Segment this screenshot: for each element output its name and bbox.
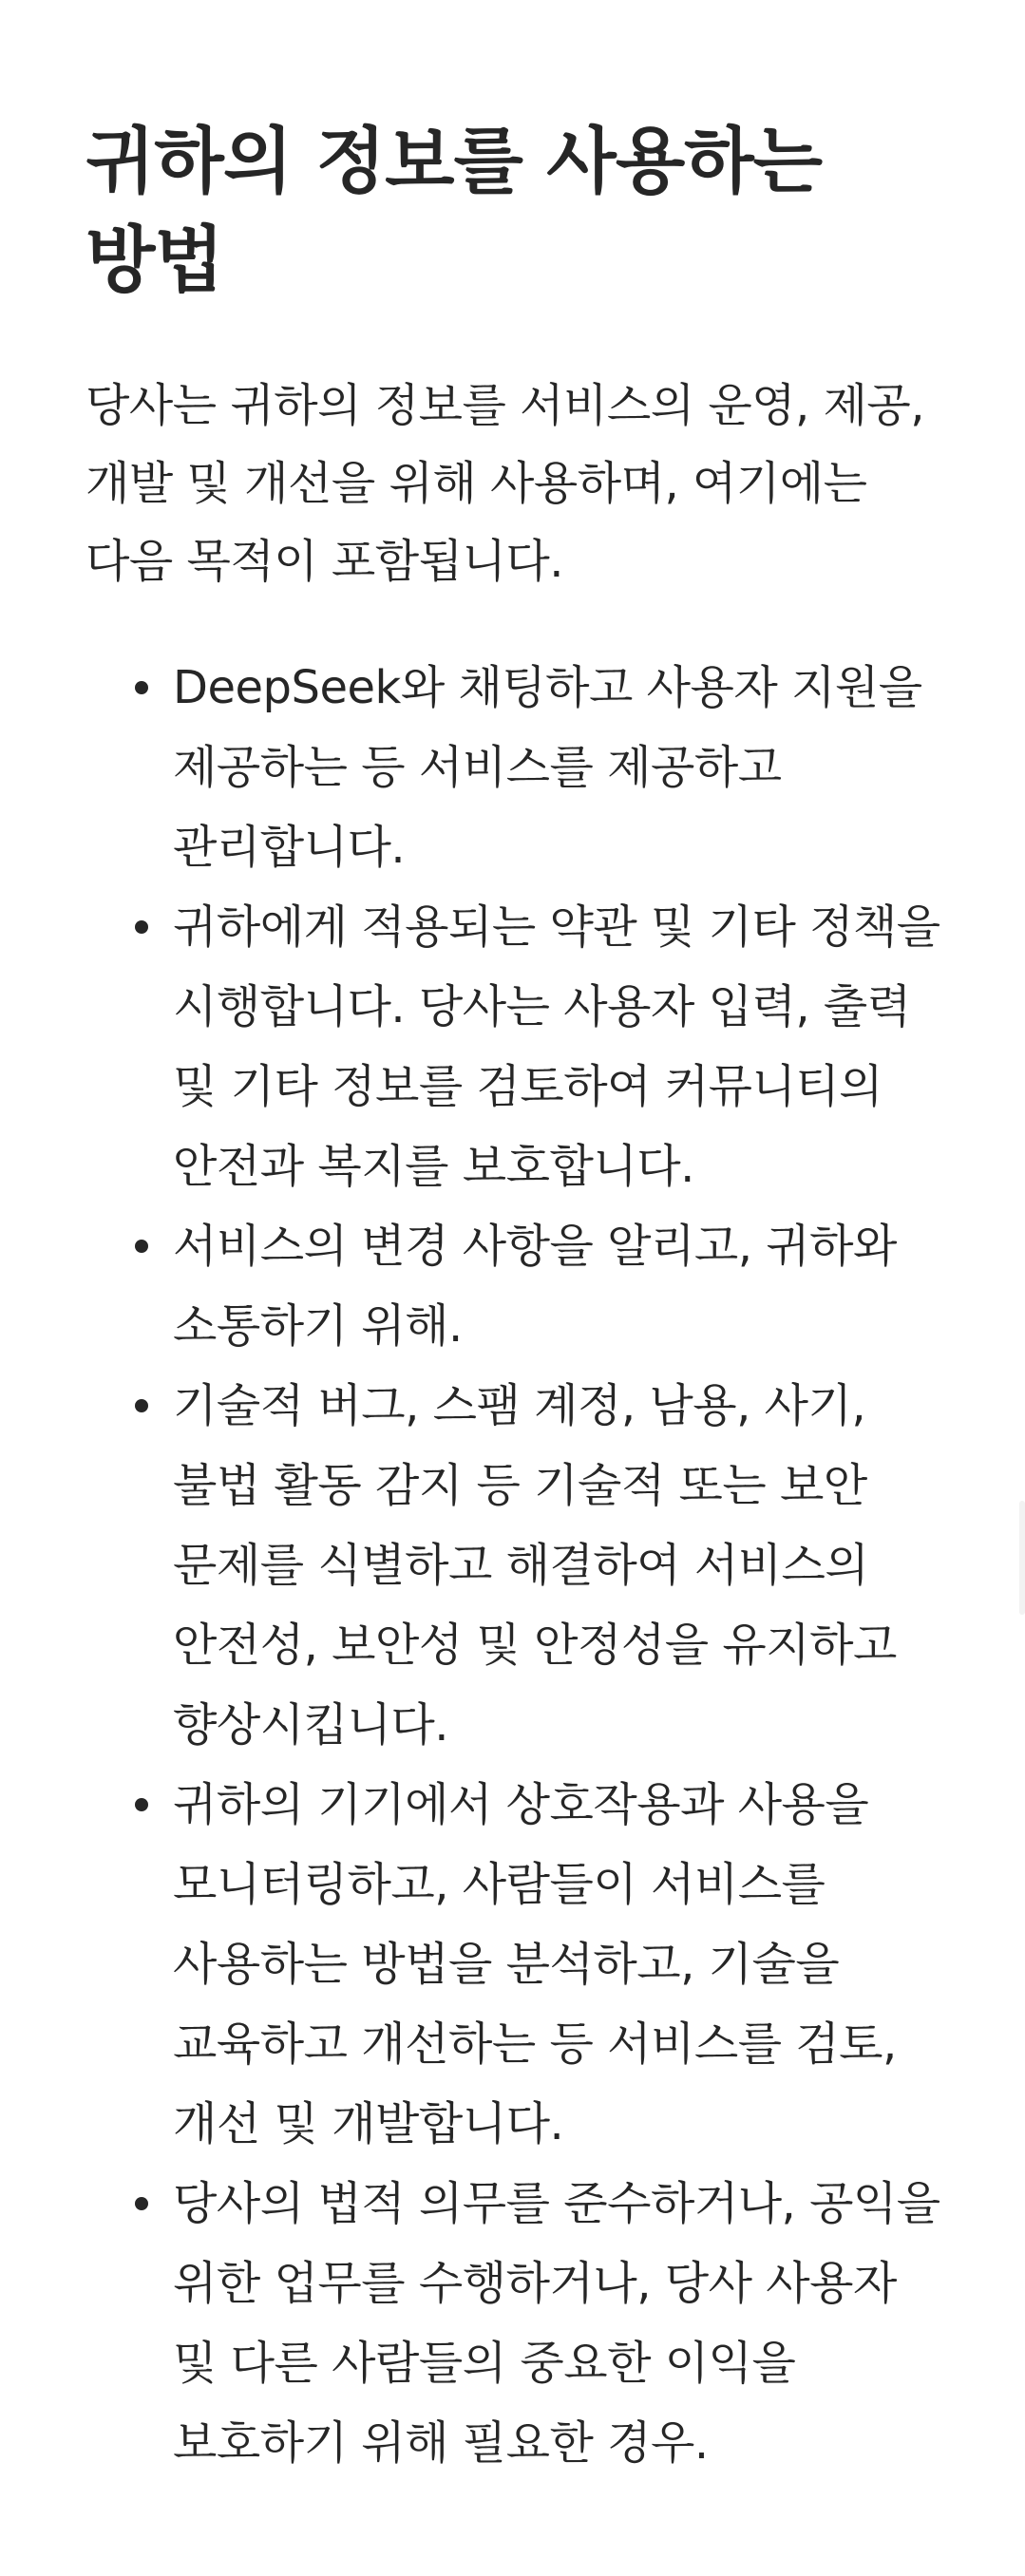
bullet-icon (135, 1399, 148, 1412)
list-item-text: 당사의 법적 의무를 준수하거나, 공익을 위한 업무를 수행하거나, 당사 사용자 및 다른 사람들의 중요한 이익을 보호하기 위해 필요한 경우. (173, 2177, 940, 2470)
list-item (85, 1206, 940, 1366)
bullet-icon (135, 1798, 148, 1811)
list-item-text: 귀하에게 적용되는 약관 및 기타 정책을 시행합니다. 당사는 사용자 입력, 출력 및 기타 정보를 검토하여 커뮤니티의 안전과 복지를 보호합니다. (173, 900, 940, 1193)
bullet-icon (135, 1240, 148, 1253)
section-heading: 귀하의 정보를 사용하는 방법 (85, 119, 823, 302)
bullet-icon (135, 2197, 148, 2210)
list-item-text: 귀하의 기기에서 상호작용과 사용을 모니터링하고, 사람들이 서비스를 사용하는 방법을 분석하고, 기술을 교육하고 개선하는 등 서비스를 검토, 개선 및 개발합니다. (173, 1778, 897, 2150)
list-item-text: DeepSeek와 채팅하고 사용자 지원을 제공하는 등 서비스를 제공하고 관리합니다. (173, 661, 922, 874)
list-item (85, 1366, 940, 1765)
list-item-text: 기술적 버그, 스팸 계정, 남용, 사기, 불법 활동 감지 등 기술적 또는 보안 문제를 식별하고 해결하여 서비스의 안전성, 보안성 및 안정성을 유지하고 향상시킵니다. (173, 1379, 897, 1752)
scrollbar[interactable] (1019, 1501, 1025, 1615)
section-intro: 당사는 귀하의 정보를 서비스의 운영, 제공, 개발 및 개선을 위해 사용하며, 여기에는 다음 목적이 포함됩니다. (85, 379, 925, 588)
purpose-list (85, 648, 940, 2483)
list-item (85, 1765, 940, 2164)
list-item (85, 2164, 940, 2483)
bullet-icon (135, 681, 148, 694)
list-item (85, 887, 940, 1206)
policy-section (85, 112, 940, 2483)
list-item-text: 서비스의 변경 사항을 알리고, 귀하와 소통하기 위해. (173, 1220, 897, 1353)
list-item (85, 648, 940, 887)
bullet-icon (135, 920, 148, 934)
